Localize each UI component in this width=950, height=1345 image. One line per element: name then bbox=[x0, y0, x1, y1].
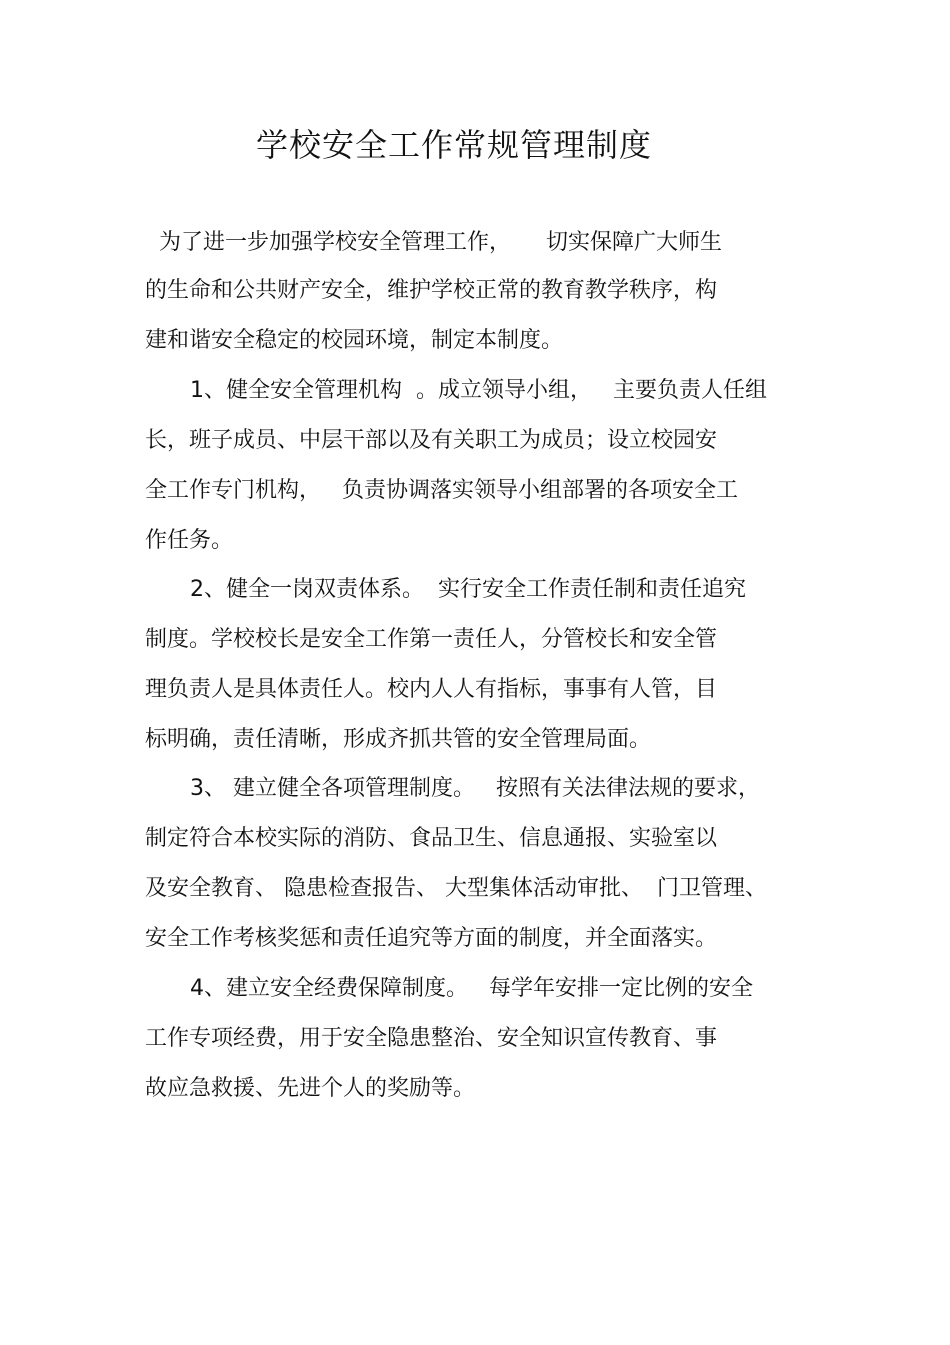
item-3-line-2: 制定符合本校实际的消防、食品卫生、信息通报、实验室以 bbox=[145, 826, 718, 851]
document-title: 学校安全工作常规管理制度 bbox=[255, 126, 652, 164]
item-1-line-3: 全工作专门机构， 负责协调落实领导小组部署的各项安全工 bbox=[145, 478, 738, 503]
item-2-line-4: 标明确，责任清晰，形成齐抓共管的安全管理局面。 bbox=[145, 727, 652, 752]
item-3-line-1: 3、 建立健全各项管理制度。 按照有关法律法规的要求， bbox=[190, 776, 760, 801]
item-4-line-1: 4、建立安全经费保障制度。 每学年安排一定比例的安全 bbox=[190, 976, 753, 1001]
item-1-line-4: 作任务。 bbox=[145, 528, 234, 553]
item-4-line-2: 工作专项经费，用于安全隐患整治、安全知识宣传教育、事 bbox=[145, 1026, 718, 1051]
item-1-line-1: 1、健全安全管理机构 。成立领导小组， 主要负责人任组 bbox=[190, 378, 767, 403]
item-3-line-3: 及安全教育、 隐患检查报告、 大型集体活动审批、 门卫管理、 bbox=[145, 876, 767, 901]
intro-line-1: 为了进一步加强学校安全管理工作， 切实保障广大师生 bbox=[145, 230, 722, 255]
item-2-line-1: 2、健全一岗双责体系。 实行安全工作责任制和责任追究 bbox=[190, 577, 746, 602]
item-2-line-3: 理负责人是具体责任人。校内人人有指标，事事有人管，目 bbox=[145, 677, 718, 702]
intro-line-3: 建和谐安全稳定的校园环境，制定本制度。 bbox=[145, 328, 564, 353]
item-3-line-4: 安全工作考核奖惩和责任追究等方面的制度，并全面落实。 bbox=[145, 926, 718, 951]
item-1-line-2: 长，班子成员、中层干部以及有关职工为成员；设立校园安 bbox=[145, 428, 718, 453]
item-2-line-2: 制度。学校校长是安全工作第一责任人，分管校长和安全管 bbox=[145, 627, 718, 652]
item-4-line-3: 故应急救援、先进个人的奖励等。 bbox=[145, 1076, 476, 1101]
intro-line-2: 的生命和公共财产安全，维护学校正常的教育教学秩序，构 bbox=[145, 278, 718, 303]
